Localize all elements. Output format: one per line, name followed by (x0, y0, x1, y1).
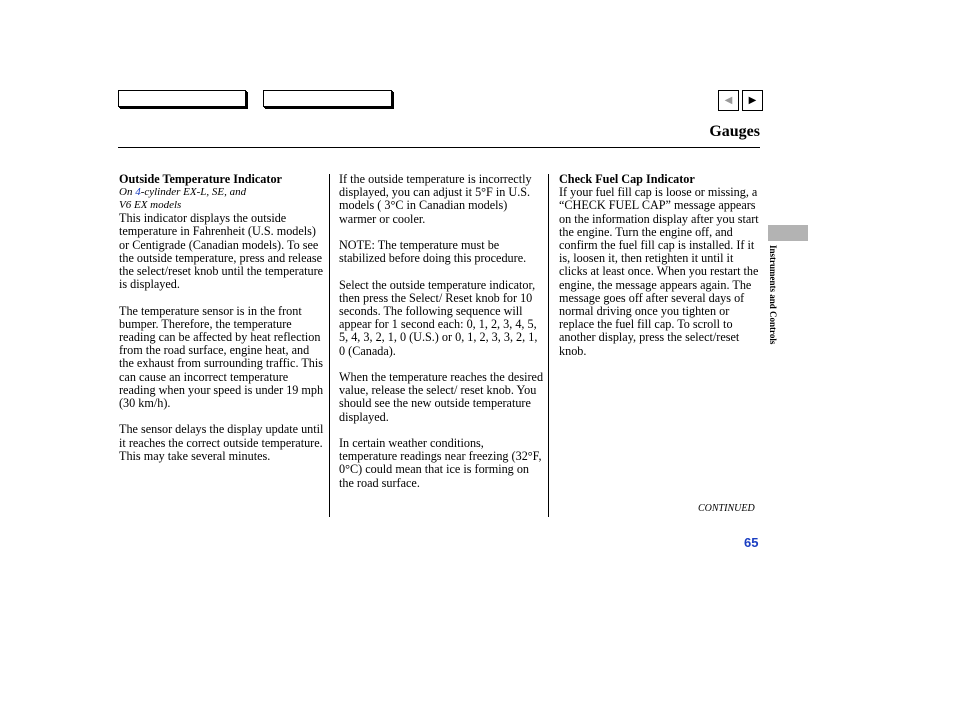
cylinder-link[interactable]: 4 (135, 186, 141, 199)
paragraph: The sensor delays the display update until it reaches the correct outside temperature. This may take several minutes. (119, 422, 324, 463)
previous-page-button[interactable] (718, 90, 739, 111)
models-note (119, 186, 324, 199)
page-number: 65 (744, 535, 759, 550)
header-divider (118, 147, 760, 148)
models-note-line2: V6 EX models (119, 199, 182, 212)
table-of-contents-button[interactable] (263, 90, 392, 107)
column-outside-temperature (119, 173, 324, 476)
page-title: Gauges (709, 123, 760, 140)
paragraph: If your fuel fill cap is loose or missing, a “CHECK FUEL CAP” message appears on the information display after you start the engine. Turn the engine off, and confirm the fuel fill cap is installed. If it is, loosen it, then retighten it until it clicks at least once. When you restart the engine, the message appears again. The message goes off after several days of normal driving once you tighten or replace the fuel fill cap. To scroll to another display, press the select/reset knob. (559, 185, 759, 358)
paragraph: NOTE: The temperature must be stabilized before doing this procedure. (339, 238, 527, 266)
paragraph: If the outside temperature is incorrectly displayed, you can adjust it 5°F in U.S. models ( 3°C in Canadian models) warmer or cooler. (339, 172, 532, 226)
paragraph: The temperature sensor is in the front bumper. Therefore, the temperature reading can be affected by heat reflection from the road surface, engine heat, and the exhaust from surrounding traffic. This can cause an incorrect temperature reading when your speed is under 19 mph (30 km/h). (119, 303, 324, 411)
arrow-left-icon: ◀ (724, 95, 733, 106)
column-temperature-adjust (339, 173, 544, 503)
arrow-right-icon: ▶ (748, 95, 757, 106)
column-check-fuel-cap (559, 173, 762, 371)
outside-temperature-heading: Outside Temperature Indicator (119, 172, 282, 186)
paragraph: Select the outside temperature indicator, then press the Select/ Reset knob for 10 seconds. The following sequence will appear for 1 second each: 0, 1, 2, 3, 4, 5, 5, 4, 3, 2, 1, 0 (U.S.) or 0, 1, 2, 3, 3, 2, 1, 0 (Canada). (339, 277, 538, 358)
column-divider (329, 174, 330, 517)
next-page-button[interactable] (742, 90, 763, 111)
check-fuel-cap-heading: Check Fuel Cap Indicator (559, 172, 695, 186)
section-side-label: Instruments and Controls (768, 245, 778, 345)
paragraph: This indicator displays the outside temperature in Fahrenheit (U.S. models) or Centigrade (Canadian models). To see the outside temperature, press and release the select/reset knob until the temperature is displayed. (119, 211, 324, 292)
paragraph: In certain weather conditions, temperature readings near freezing (32°F, 0°C) could mean that ice is forming on the road surface. (339, 436, 542, 490)
continued-label: CONTINUED (698, 503, 755, 514)
column-divider (548, 174, 549, 517)
models-note-text: -cylinder EX-L, SE, and (140, 186, 247, 199)
main-menu-button[interactable] (118, 90, 246, 107)
section-tab (768, 225, 808, 241)
models-note-text: On (119, 186, 136, 199)
paragraph: When the temperature reaches the desired value, release the select/ reset knob. You should see the new outside temperature displayed. (339, 370, 544, 424)
